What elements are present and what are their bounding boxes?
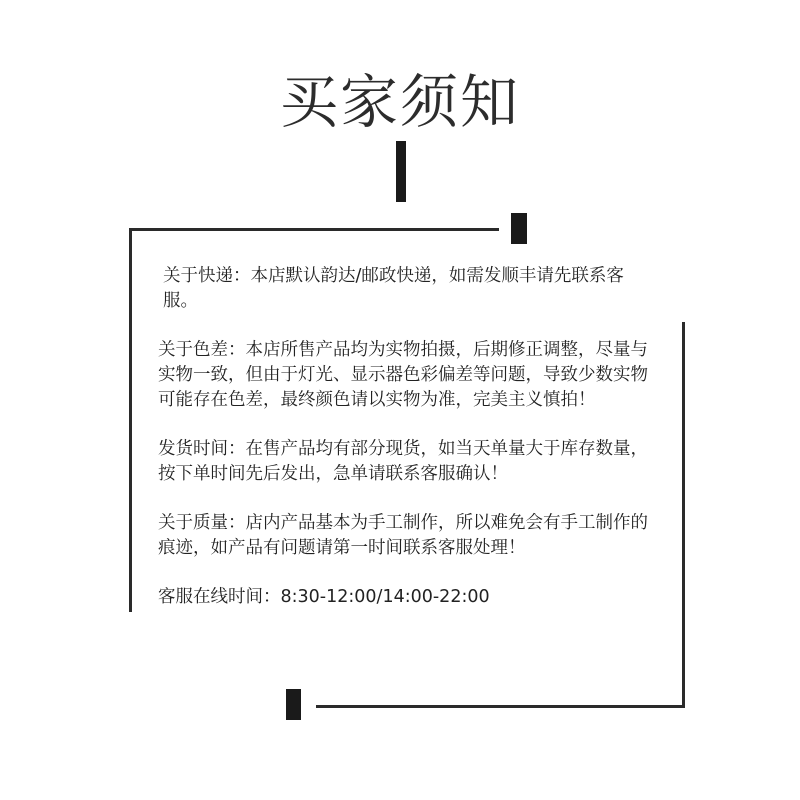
frame-top-line: [129, 228, 499, 231]
notice-color-difference: 关于色差：本店所售产品均为实物拍摄，后期修正调整，尽量与实物一致，但由于灯光、显示器色彩偏差等问题，导致少数实物可能存在色差，最终颜色请以实物为准，完美主义慎拍！: [158, 340, 648, 410]
notice-delivery-time: 发货时间：在售产品均有部分现货，如当天单量大于库存数量，按下单时间先后发出，急单请联系客服确认！: [158, 439, 648, 484]
frame-left-line: [129, 228, 132, 612]
notice-service-hours: 客服在线时间：8:30-12:00/14:00-22:00: [158, 587, 490, 607]
frame-bottom-line: [316, 705, 685, 708]
frame-top-block: [511, 213, 527, 244]
notice-quality: 关于质量：店内产品基本为手工制作，所以难免会有手工制作的痕迹，如产品有问题请第一时间联系客服处理！: [158, 513, 648, 558]
notice-shipping: 关于快递：本店默认韵达/邮政快递，如需发顺丰请先联系客服。: [163, 266, 624, 311]
page-title: 买家须知: [279, 68, 520, 136]
notice-content: [158, 264, 648, 634]
frame-right-line: [682, 322, 685, 708]
frame-bottom-block: [286, 689, 301, 720]
top-vertical-bar: [396, 141, 406, 202]
